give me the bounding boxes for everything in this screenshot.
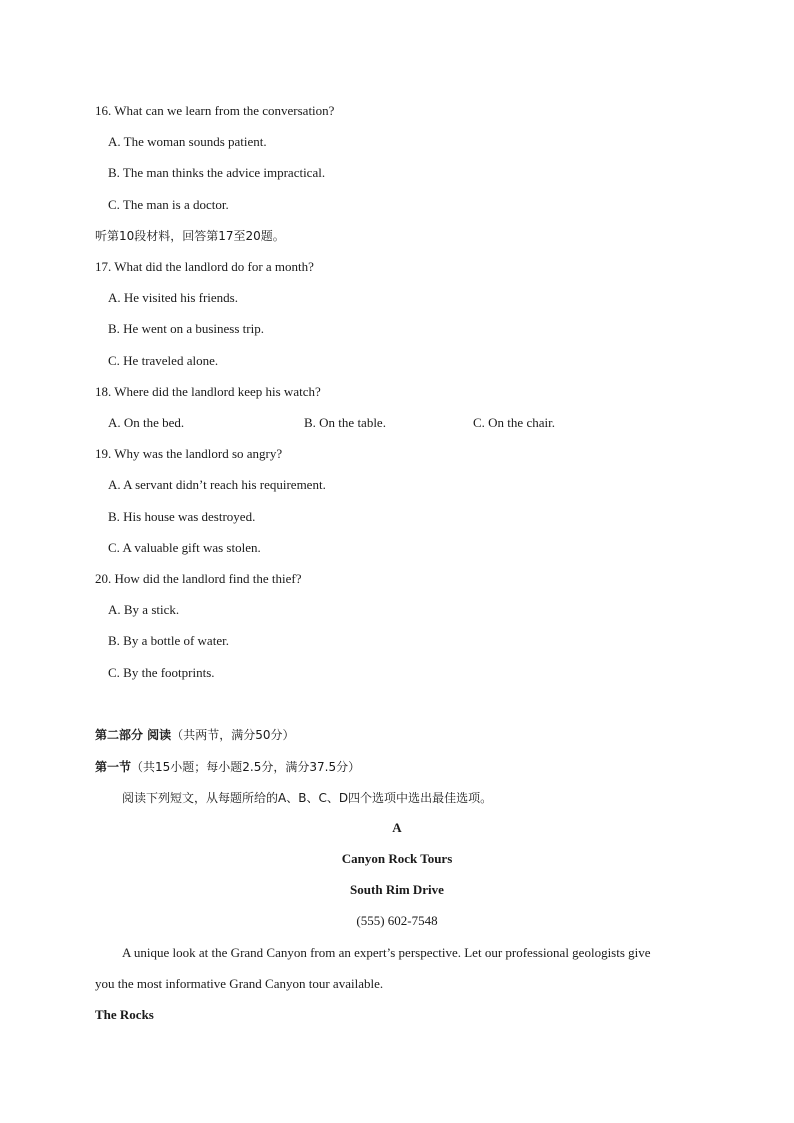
question-18-option-b: B. On the table. — [304, 415, 386, 430]
part-two-title: 第二部分 阅读 — [95, 728, 172, 742]
question-16-option-c: C. The man is a doctor. — [108, 197, 229, 212]
passage-paragraph-line-2: you the most informative Grand Canyon tour available. — [95, 976, 384, 991]
passage-title: Canyon Rock Tours — [341, 851, 453, 866]
question-17-option-b: B. He went on a business trip. — [108, 321, 264, 336]
passage-letter: A — [392, 820, 402, 835]
passage-phone: (555) 602-7548 — [356, 913, 438, 928]
question-20-option-b: B. By a bottle of water. — [108, 633, 229, 648]
question-17-stem: 17. What did the landlord do for a month? — [95, 259, 314, 274]
question-16-option-b: B. The man thinks the advice impractical. — [108, 165, 326, 180]
part-two-score: （共两节，满分50分） — [171, 728, 295, 742]
question-20-option-a: A. By a stick. — [108, 602, 180, 617]
section-one-title: 第一节 — [95, 760, 132, 774]
question-19-option-c: C. A valuable gift was stolen. — [108, 540, 261, 555]
passage-section-heading: The Rocks — [95, 1007, 154, 1022]
question-18-option-a: A. On the bed. — [108, 415, 185, 430]
question-20-stem: 20. How did the landlord find the thief? — [95, 571, 302, 586]
question-17-option-c: C. He traveled alone. — [108, 353, 219, 368]
listening-instruction-10: 听第10段材料，回答第17至20题。 — [95, 229, 285, 243]
reading-instruction: 阅读下列短文，从每题所给的A、B、C、D四个选项中选出最佳选项。 — [122, 791, 493, 805]
question-18-option-c: C. On the chair. — [473, 415, 555, 430]
section-one-score: （共15小题；每小题2.5分，满分37.5分） — [131, 760, 361, 774]
question-16-stem: 16. What can we learn from the conversation? — [95, 103, 335, 118]
question-20-option-c: C. By the footprints. — [108, 665, 215, 680]
passage-subtitle: South Rim Drive — [350, 882, 444, 897]
question-17-option-a: A. He visited his friends. — [108, 290, 238, 305]
question-19-option-b: B. His house was destroyed. — [108, 509, 256, 524]
passage-paragraph-line-1: A unique look at the Grand Canyon from an expert’s perspective. Let our professional geologists give — [122, 945, 651, 960]
part-two-heading — [95, 727, 294, 743]
question-18-stem: 18. Where did the landlord keep his watch? — [95, 384, 321, 399]
question-19-option-a: A. A servant didn’t reach his requirement. — [108, 477, 326, 492]
question-16-option-a: A. The woman sounds patient. — [108, 134, 267, 149]
section-one-heading — [95, 759, 360, 775]
question-19-stem: 19. Why was the landlord so angry? — [95, 446, 283, 461]
